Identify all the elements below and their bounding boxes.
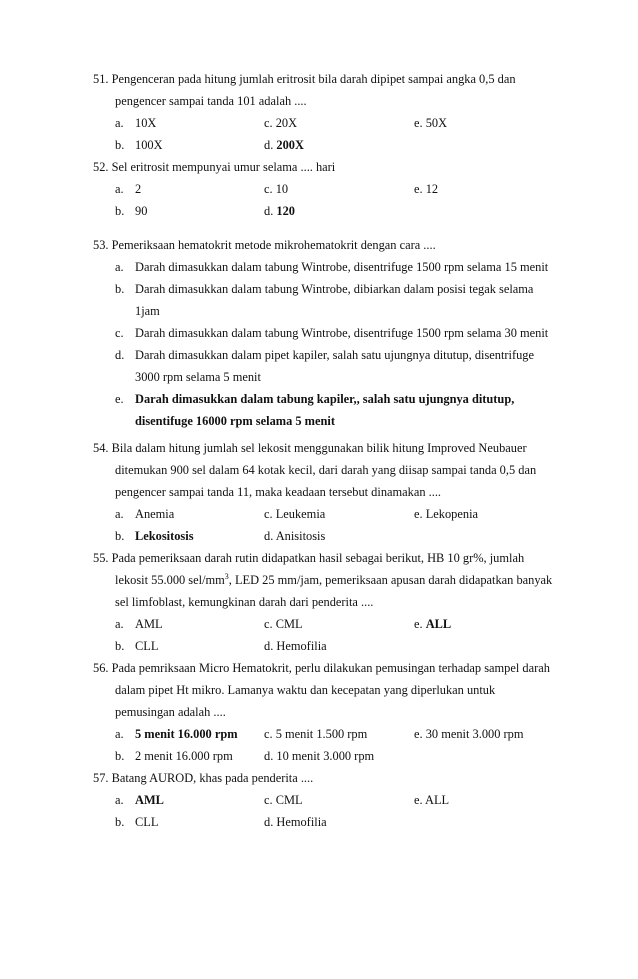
question-stem-cont: pengencer sampai tanda 101 adalah .... [115,94,307,108]
question-53 [93,234,573,432]
option-a: a. Anemia [115,507,175,521]
option-row [93,811,573,833]
option-row [93,723,573,745]
option-a: a. 10X [115,116,157,130]
option-row [93,112,573,134]
option-row [93,134,573,156]
question-stem: 55. Pada pemeriksaan darah rutin didapatkan hasil sebagai berikut, HB 10 gr%, jumlah [93,551,525,565]
option-d: d. 10 menit 3.000 rpm [264,749,375,763]
option-b: b. CLL [115,639,159,653]
option-d: d. 120 [264,204,295,218]
option-b: b. 100X [115,138,163,152]
question-52 [93,156,573,222]
option-c: c. Leukemia [264,507,326,521]
option-c: c. Darah dimasukkan dalam tabung Wintrobe, disentrifuge 1500 rpm selama 30 menit [115,326,549,340]
question-stem-cont: ditemukan 900 sel dalam 64 kotak kecil, dari darah yang diisap sampai tanda 0,5 dan [115,463,537,477]
question-stem: 56. Pada pemriksaan Micro Hematokrit, perlu dilakukan pemusingan terhadap sampel darah [93,661,550,675]
option-d: d. Anisitosis [264,529,326,543]
option-a: a. 2 [115,182,142,196]
option-a: a. 5 menit 16.000 rpm [115,727,238,741]
option-b: b. Lekositosis [115,529,194,543]
option-c: c. 20X [264,116,298,130]
question-54 [93,437,573,547]
question-56 [93,657,573,767]
option-row [93,789,573,811]
question-55 [93,547,573,657]
option-e: e. 30 menit 3.000 rpm [414,727,524,741]
option-e: e. Darah dimasukkan dalam tabung kapiler,, salah satu ujungnya ditutup, disentifuge 16000 rpm selama 5 menit [115,392,515,428]
option-d: d. 200X [264,138,304,152]
option-c: c. 5 menit 1.500 rpm [264,727,368,741]
option-row [93,635,573,657]
option-row [93,503,573,525]
option-e: e. Lekopenia [414,507,479,521]
question-51 [93,68,573,156]
question-stem-cont: sel limfoblast, kemungkinan darah dari penderita .... [115,595,374,609]
option-c: c. 10 [264,182,289,196]
question-stem: 51. Pengenceran pada hitung jumlah eritrosit bila darah dipipet sampai angka 0,5 dan [93,72,516,86]
option-c: c. CML [264,617,303,631]
option-row [93,613,573,635]
option-e: e. 12 [414,182,439,196]
option-b: b. 90 [115,204,148,218]
option-c: c. CML [264,793,303,807]
option-b: b. CLL [115,815,159,829]
question-stem: 57. Batang AUROD, khas pada penderita .... [93,771,314,785]
option-d: d. Hemofilia [264,815,327,829]
question-stem: 53. Pemeriksaan hematokrit metode mikrohematokrit dengan cara .... [93,238,436,252]
option-b: b. Darah dimasukkan dalam tabung Wintrobe, dibiarkan dalam posisi tegak selama 1jam [115,282,534,318]
option-row [93,178,573,200]
question-stem-cont: pemusingan adalah .... [115,705,226,719]
question-stem-cont: dalam pipet Ht mikro. Lamanya waktu dan kecepatan yang diperlukan untuk [115,683,496,697]
option-a: a. AML [115,617,163,631]
option-a: a. Darah dimasukkan dalam tabung Wintrobe, disentrifuge 1500 rpm selama 15 menit [115,260,549,274]
option-e: e. 50X [414,116,448,130]
question-stem-cont: pengencer sampai tanda 11, maka keadaan tersebut dinamakan .... [115,485,442,499]
option-e: e. ALL [414,793,450,807]
option-row [93,200,573,222]
question-57 [93,767,573,833]
question-stem: 52. Sel eritrosit mempunyai umur selama .... hari [93,160,336,174]
option-a: a. AML [115,793,164,807]
question-stem-cont: lekosit 55.000 sel/$mm^3$, LED 25 mm/jam, pemeriksaan apusan darah didapatkan banyak [115,571,553,587]
option-row [93,745,573,767]
option-b: b. 2 menit 16.000 rpm [115,749,233,763]
option-e: e. ALL [414,617,452,631]
option-row [93,525,573,547]
option-d: d. Hemofilia [264,639,327,653]
question-stem: 54. Bila dalam hitung jumlah sel lekosit menggunakan bilik hitung Improved Neubauer [93,441,527,455]
option-d: d. Darah dimasukkan dalam pipet kapiler, salah satu ujungnya ditutup, disentrifuge 3000 rpm selama 5 menit [115,348,534,384]
